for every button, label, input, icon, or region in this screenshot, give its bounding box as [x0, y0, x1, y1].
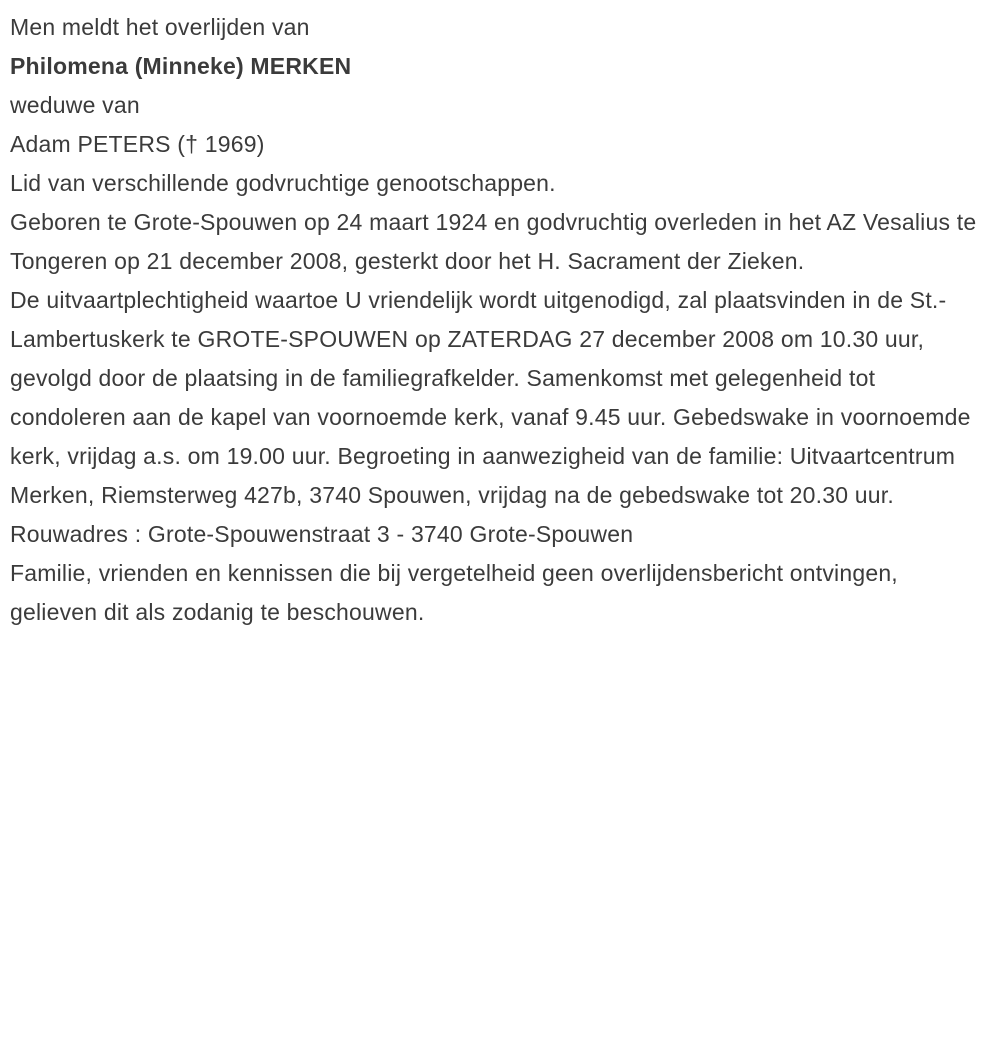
- spouse-line: Adam PETERS († 1969): [10, 131, 265, 157]
- mourning-address-line: Rouwadres : Grote-Spouwenstraat 3 - 3740 Grote-Spouwen: [10, 521, 634, 547]
- announcement-intro: Men meldt het overlijden van: [10, 14, 310, 40]
- membership-line: Lid van verschillende godvruchtige genootschappen.: [10, 170, 556, 196]
- deceased-name: Philomena (Minneke) MERKEN: [10, 53, 352, 79]
- birth-death-paragraph: Geboren te Grote-Spouwen op 24 maart 1924 en godvruchtig overleden in het AZ Vesalius te Tongeren op 21 december 2008, gesterkt door het H. Sacrament der Zieken.: [10, 209, 977, 274]
- closing-paragraph: Familie, vrienden en kennissen die bij vergetelheid geen overlijdensbericht ontvingen, gelieven dit als zodanig te beschouwen.: [10, 560, 898, 625]
- relation-line: weduwe van: [10, 92, 140, 118]
- funeral-details-paragraph: De uitvaartplechtigheid waartoe U vriendelijk wordt uitgenodigd, zal plaatsvinden in de St.-Lambertuskerk te GROTE-SPOUWEN op ZATERDAG 27 december 2008 om 10.30 uur, gevolgd door de plaatsing in de familiegrafkelder. Samenkomst met gelegenheid tot condoleren aan de kapel van voornoemde kerk, vanaf 9.45 uur. Gebedswake in voornoemde kerk, vrijdag a.s. om 19.00 uur. Begroeting in aanwezigheid van de familie: Uitvaartcentrum Merken, Riemsterweg 427b, 3740 Spouwen, vrijdag na de gebedswake tot 20.30 uur.: [10, 287, 971, 508]
